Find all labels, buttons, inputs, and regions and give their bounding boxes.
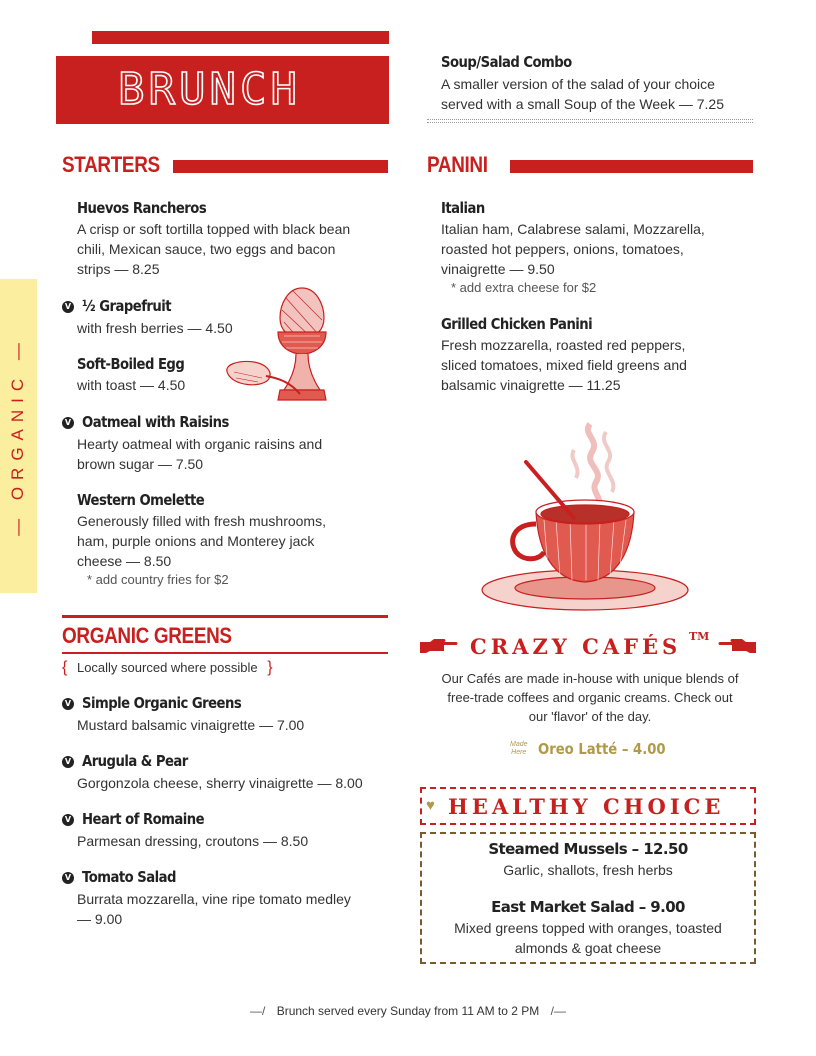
menu-item — [62, 752, 392, 793]
header-banner — [56, 56, 389, 124]
healthy-item-name: East Market Salad – 9.00 — [491, 898, 685, 916]
menu-item-desc: with fresh berries — 4.50 — [77, 320, 233, 336]
footer-ornament-right: /— — [550, 1004, 566, 1018]
menu-item-desc: Gorgonzola cheese, sherry vinaigrette — 8.00 — [77, 775, 363, 791]
greens-subtitle-text: Locally sourced where possible — [76, 660, 258, 675]
combo-desc-line-2: served with a small Soup of the Week — 7.25 — [441, 96, 724, 112]
panini-title-bar — [510, 160, 753, 173]
menu-item — [441, 315, 751, 395]
healthy-item-desc: Garlic, shallots, fresh herbs — [503, 862, 673, 878]
v-badge-icon: V — [62, 417, 74, 429]
greens-title: ORGANIC GREENS — [62, 623, 232, 648]
menu-item-desc: with toast — 4.50 — [77, 377, 186, 393]
menu-item — [77, 491, 377, 587]
heart-icon: ♥ — [426, 797, 435, 814]
healthy-heading-box — [420, 787, 756, 825]
menu-item-desc: Mustard balsamic vinaigrette — 7.00 — [77, 717, 305, 733]
cafes-special-text: Oreo Latté – 4.00 — [537, 740, 666, 758]
cafes-desc-line-1: Our Cafés are made in-house with unique blends of — [441, 671, 739, 686]
menu-item-desc: Parmesan dressing, croutons — 8.50 — [77, 833, 309, 849]
pointing-hand-icon — [718, 638, 756, 654]
menu-item — [441, 199, 751, 295]
v-badge-icon: V — [62, 698, 74, 710]
menu-item-desc: brown sugar — 7.50 — [77, 456, 204, 472]
menu-item-name: Western Omelette — [77, 491, 205, 509]
cafes-desc-line-3: our 'flavor' of the day. — [528, 709, 652, 724]
healthy-item-desc: almonds & goat cheese — [514, 940, 662, 956]
menu-item-desc: Italian ham, Calabrese salami, Mozzarella, — [441, 221, 705, 237]
menu-item-note: * add extra cheese for $2 — [451, 280, 597, 295]
menu-item — [62, 810, 392, 851]
cafes-heading — [418, 630, 758, 664]
menu-item-desc: — 9.00 — [77, 911, 123, 927]
pointing-hand-icon — [420, 638, 458, 654]
brace-left-icon: { — [62, 659, 68, 676]
cafes-trademark: TM — [689, 630, 710, 643]
menu-item — [62, 694, 392, 735]
organic-sidebar — [0, 279, 37, 593]
menu-item-name: Heart of Romaine — [82, 810, 205, 828]
menu-item-desc: ham, purple onions and Monterey jack — [77, 533, 315, 549]
healthy-item-name: Steamed Mussels – 12.50 — [488, 840, 688, 858]
menu-item-note: * add country fries for $2 — [87, 572, 229, 587]
made-here-tag-line-1: Made — [510, 741, 528, 748]
menu-item-name: Huevos Rancheros — [77, 199, 207, 217]
menu-item — [77, 355, 199, 395]
cafes-special — [510, 740, 710, 758]
menu-item-desc: vinaigrette — 9.50 — [441, 261, 555, 277]
cafes-description — [420, 669, 760, 726]
brace-right-icon: } — [267, 659, 273, 676]
v-badge-icon: V — [62, 301, 74, 313]
made-here-tag-line-2: Here — [511, 749, 527, 756]
footer — [0, 1004, 816, 1018]
menu-item-name: Soft-Boiled Egg — [77, 355, 185, 373]
menu-item-desc: sliced tomatoes, mixed field greens and — [441, 357, 687, 373]
menu-item — [62, 413, 392, 474]
menu-item — [62, 297, 233, 338]
combo-divider — [427, 119, 753, 123]
menu-item-desc: A crisp or soft tortilla topped with black bean — [77, 221, 351, 237]
starters-title: STARTERS — [62, 152, 160, 177]
combo-name: Soup/Salad Combo — [441, 53, 572, 71]
menu-item-desc: roasted hot peppers, onions, tomatoes, — [441, 241, 684, 257]
footer-text: Brunch served every Sunday from 11 AM to 2 PM — [276, 1004, 540, 1018]
healthy-item — [420, 898, 756, 958]
coffee-cup-illustration — [478, 420, 693, 615]
menu-item — [77, 199, 350, 279]
menu-item-desc: Hearty oatmeal with organic raisins and — [77, 436, 323, 452]
combo-desc-line-1: A smaller version of the salad of your choice — [441, 76, 715, 92]
menu-item-name: Italian — [441, 199, 485, 217]
menu-item — [62, 868, 392, 929]
menu-item-name: Grilled Chicken Panini — [441, 315, 593, 333]
starters-title-bar — [173, 160, 388, 173]
footer-ornament-left: —/ — [250, 1004, 266, 1018]
menu-item-name: Tomato Salad — [82, 868, 177, 886]
panini-title: PANINI — [427, 152, 488, 177]
v-badge-icon: V — [62, 756, 74, 768]
healthy-item — [420, 840, 756, 880]
healthy-item-desc: Mixed greens topped with oranges, toasted — [454, 920, 722, 936]
combo-block — [441, 53, 761, 114]
greens-top-rule — [62, 615, 388, 618]
v-badge-icon: V — [62, 814, 74, 826]
menu-item-desc: strips — 8.25 — [77, 261, 160, 277]
header-top-bar — [92, 31, 389, 44]
cafes-title: CRAZY CAFÉS — [470, 634, 682, 659]
menu-item-name: Oatmeal with Raisins — [82, 413, 230, 431]
menu-item-name: ½ Grapefruit — [82, 297, 172, 315]
menu-item-name: Simple Organic Greens — [82, 694, 242, 712]
v-badge-icon: V — [62, 872, 74, 884]
menu-item-desc: balsamic vinaigrette — 11.25 — [441, 377, 621, 393]
menu-item-desc: chili, Mexican sauce, two eggs and bacon — [77, 241, 336, 257]
made-here-tag — [510, 741, 528, 757]
menu-item-desc: Burrata mozzarella, vine ripe tomato medley — [77, 891, 351, 907]
menu-item-desc: Generously filled with fresh mushrooms, — [77, 513, 326, 529]
greens-subtitle — [62, 659, 273, 677]
menu-item-desc: Fresh mozzarella, roasted red peppers, — [441, 337, 686, 353]
menu-item-desc: cheese — 8.50 — [77, 553, 172, 569]
egg-cup-illustration — [222, 282, 357, 410]
menu-item-name: Arugula & Pear — [82, 752, 189, 770]
greens-bottom-rule — [62, 652, 388, 654]
healthy-title: HEALTHY CHOICE — [448, 794, 725, 819]
organic-sidebar-label: — ORGANIC — — [8, 336, 27, 536]
cafes-desc-line-2: free-trade coffees and organic creams. Check out — [447, 690, 733, 705]
page-title: BRUNCH — [118, 64, 301, 115]
